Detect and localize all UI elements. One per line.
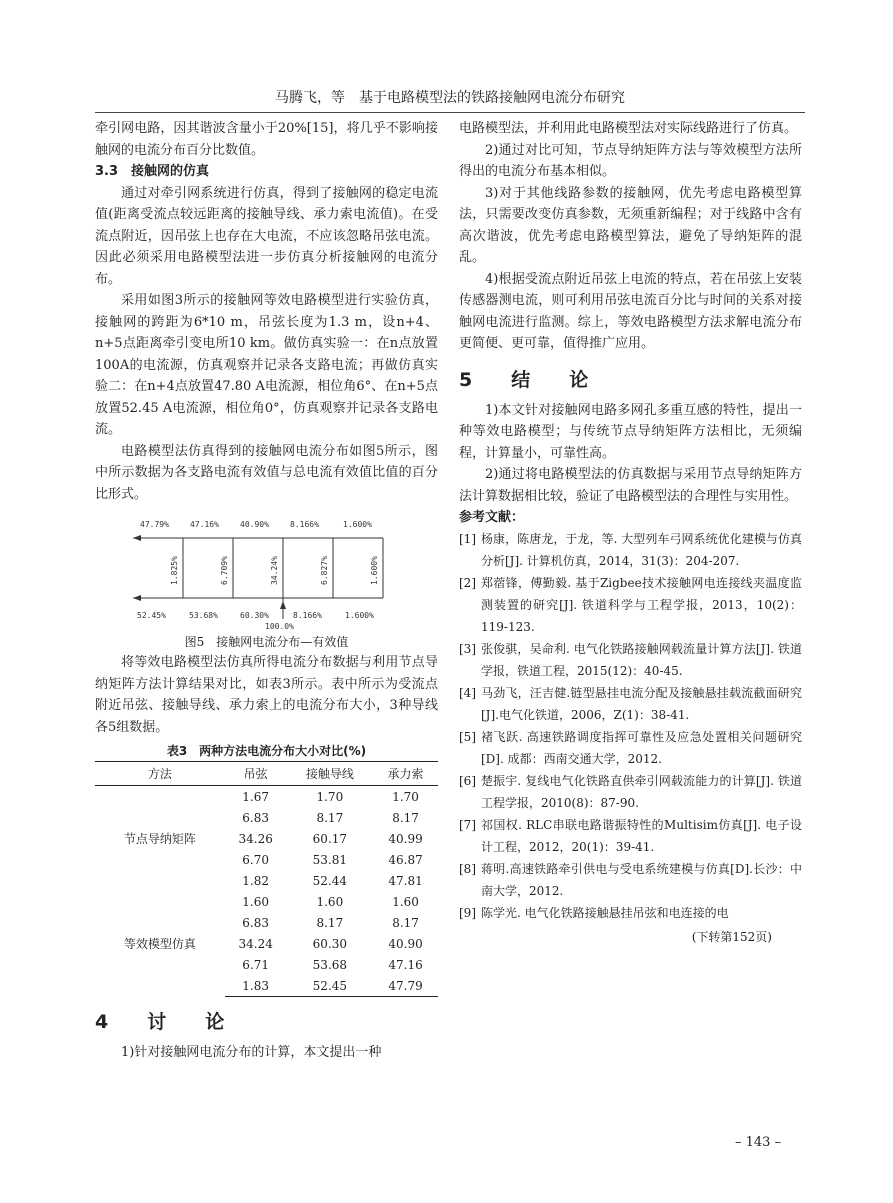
cell: 1.60 [392, 894, 419, 909]
top-label-4: 8.166% [290, 520, 319, 529]
reference-item [459, 726, 802, 770]
reference-item [459, 814, 802, 858]
cell: 52.44 [312, 873, 348, 888]
cell: 40.90 [388, 936, 423, 951]
reference-item [459, 858, 802, 902]
reference-item [459, 572, 802, 638]
cell: 6.83 [242, 810, 270, 825]
ref-text: 杨康，陈唐龙，于龙，等. 大型列车弓网系统优化建模与仿真分析[J]. 计算机仿真，2014，31(3)：204-207. [481, 532, 802, 568]
cell: 8.17 [392, 915, 419, 930]
ref-number: [3] [459, 642, 476, 656]
ref-number: [1] [459, 532, 476, 546]
ref-number: [5] [459, 730, 476, 744]
ref-text: 张俊骐，吴命利. 电气化铁路接触网载流量计算方法[J]. 铁道学报，铁道工程，2015(12)：40-45. [481, 642, 802, 678]
bottom-label-3: 60.30% [240, 611, 269, 620]
cell: 1.60 [242, 894, 270, 909]
section-heading-5: 5 结 论 [459, 368, 599, 391]
cell: 52.45 [287, 975, 373, 997]
ref-text: 郑蓿锋，傅勤毅. 基于Zigbee技术接触网电连接线夹温度监测装置的研究[J]. 铁道科学与工程学报，2013，10(2)：119-123. [481, 576, 802, 634]
top-label-3: 40.90% [240, 520, 269, 529]
cell: 8.17 [392, 810, 419, 825]
ref-number: [6] [459, 774, 476, 788]
references-heading: 参考文献： [459, 510, 525, 525]
reference-item [459, 528, 802, 572]
paragraph: 牵引网电路，因其谐波含量小于20%[15]，将几乎不影响接触网的电流分布百分比数值。 [95, 121, 438, 158]
cell: 47.16 [388, 957, 423, 972]
reference-item [459, 638, 802, 682]
top-label-2: 47.16% [190, 520, 219, 529]
right-column [459, 118, 802, 945]
comparison-table [95, 761, 438, 997]
paragraph: 将等效电路模型法仿真所得电流分布数据与利用节点导纳矩阵方法计算结果对比，如表3所示。表中所示为受流点附近吊弦、接触导线、承力索上的电流分布大小，3种导线各5组数据。 [95, 655, 438, 735]
paragraph: 1)针对接触网电流分布的计算，本文提出一种 [121, 1045, 382, 1060]
figure-5-current-distribution [95, 511, 438, 629]
left-column [95, 118, 438, 1064]
vertical-label-1: 1.825% [170, 556, 179, 585]
ref-text: 蒋明.高速铁路牵引供电与受电系统建模与仿真[D].长沙：中南大学，2012. [481, 862, 802, 898]
ref-number: [2] [459, 576, 476, 590]
paragraph: 3)对于其他线路参数的接触网，优先考虑电路模型算法，只需要改变仿真参数，无须重新编程；对于线路中含有高次谐波，优先考虑电路模型算法，避免了导纳矩阵的混乱。 [459, 185, 802, 265]
bottom-label-4: 8.166% [293, 611, 322, 620]
paragraph: 2)通过对比可知，节点导纳矩阵方法与等效模型方法所得出的电流分布基本相似。 [459, 142, 802, 179]
cell: 6.71 [242, 957, 270, 972]
paragraph: 电路模型法，并利用此电路模型法对实际线路进行了仿真。 [459, 121, 798, 136]
running-header: 马腾飞，等 基于电路模型法的铁路接触网电流分布研究 [275, 90, 625, 106]
cell: 1.67 [242, 789, 270, 804]
ref-number: [8] [459, 862, 476, 876]
section-heading-4: 4 讨 论 [95, 1011, 235, 1033]
table-row [95, 891, 438, 912]
cell: 6.70 [242, 852, 270, 867]
bottom-label-2: 53.68% [189, 611, 218, 620]
cell: 60.30 [312, 936, 348, 951]
paragraph: 2)通过将电路模型法的仿真数据与采用节点导纳矩阵方法计算数据相比较，验证了电路模型法的合理性与实用性。 [459, 467, 802, 504]
cell: 40.99 [388, 831, 423, 846]
header-rule [95, 112, 805, 113]
ref-text: 褚飞跃. 高速铁路调度指挥可靠性及应急处置相关问题研究[D]. 成都：西南交通大学，2012. [481, 730, 802, 766]
continued-note: (下转第152页) [691, 930, 772, 944]
ref-number: [7] [459, 818, 476, 832]
table-caption: 表3 两种方法电流分布大小对比(%) [166, 744, 367, 758]
ref-number: [4] [459, 686, 476, 700]
cell: 8.17 [316, 810, 344, 825]
table-row [95, 786, 438, 808]
ref-text: 马劲飞，汪吉健.链型悬挂电流分配及接触悬挂载流截面研究[J].电气化铁道，2006，Z(1)：38-41. [481, 686, 802, 722]
paragraph: 4)根据受流点附近吊弦上电流的特点，若在吊弦上安装传感器测电流，则可利用吊弦电流百分比与时间的关系对接触网电流进行监测。综上，等效电路模型方法求解电流分布更简便、更可靠，值得推广应用。 [459, 271, 802, 351]
method-cell: 节点导纳矩阵 [123, 832, 196, 846]
figure-caption: 图5 接触网电流分布—有效值 [184, 635, 349, 649]
paragraph: 通过对牵引网系统进行仿真，得到了接触网的稳定电流值(距离受流点较远距离的接触导线、承力索电流值)。在受流点附近，因吊弦上也存在大电流，不应该忽略吊弦电流。因此必须采用电路模型法进一步仿真分析接触网的电流分布。 [95, 185, 438, 287]
cell: 46.87 [388, 852, 423, 867]
col-header: 吊弦 [225, 762, 287, 786]
bottom-label-1: 52.45% [137, 611, 166, 620]
cell: 34.26 [238, 831, 273, 846]
method-cell: 等效模型仿真 [123, 937, 196, 952]
section-heading-3-3: 3.3 接触网的仿真 [95, 164, 210, 179]
source-label: 100.0% [265, 622, 294, 629]
cell: 1.60 [316, 894, 344, 909]
cell: 1.70 [316, 789, 344, 804]
ref-number: [9] [459, 906, 476, 920]
cell: 1.83 [225, 975, 287, 997]
cell: 1.82 [242, 873, 270, 888]
cell: 47.79 [373, 975, 438, 997]
ref-text: 楚振宇. 复线电气化铁路直供牵引网载流能力的计算[J]. 铁道工程学报，2010(8)：87-90. [481, 774, 802, 810]
top-label-1: 47.79% [140, 520, 169, 529]
col-header: 承力索 [373, 762, 438, 786]
cell: 53.68 [312, 957, 348, 972]
top-label-5: 1.600% [343, 520, 372, 529]
cell: 47.81 [388, 873, 423, 888]
cell: 60.17 [312, 831, 348, 846]
circuit-diagram [95, 511, 438, 629]
reference-list [459, 528, 802, 924]
vertical-label-3: 34.24% [270, 556, 279, 585]
ref-text: 祁国权. RLC串联电路谐振特性的Multisim仿真[J]. 电子设计工程，2012，20(1)：39-41. [481, 818, 802, 854]
paragraph: 1)本文针对接触网电路多网孔多重互感的特性，提出一种等效电路模型；与传统节点导纳矩阵方法相比，无须编程，计算量小，可靠性高。 [459, 402, 802, 461]
cell: 8.17 [316, 915, 344, 930]
page-number: – 143 – [735, 1135, 782, 1150]
paragraph: 电路模型法仿真得到的接触网电流分布如图5所示，图中所示数据为各支路电流有效值与总电流有效值比值的百分比形式。 [95, 443, 438, 502]
ref-text: 陈学光. 电气化铁路接触悬挂吊弦和电连接的电 [481, 906, 729, 920]
vertical-label-2: 6.709% [220, 556, 229, 585]
cell: 1.70 [392, 789, 419, 804]
reference-item [459, 902, 802, 924]
reference-item [459, 682, 802, 726]
vertical-label-4: 6.827% [320, 556, 329, 585]
col-header: 接触导线 [287, 762, 373, 786]
reference-item [459, 770, 802, 814]
col-header: 方法 [95, 762, 225, 786]
paragraph: 采用如图3所示的接触网等效电路模型进行实验仿真，接触网的跨距为6*10 m，吊弦长度为1.3 m，设n+4、n+5点距离牵引变电所10 km。做仿真实验一：在n点放置100A的电流源，仿真观察并记录各支路电流；再做仿真实验二：在n+4点放置47.80 A电流源，相位角6°、在n+5点放置52.45 A电流源，相位角0°，仿真观察并记录各支路电流。 [95, 293, 438, 437]
bottom-label-5: 1.600% [345, 611, 374, 620]
cell: 6.83 [242, 915, 270, 930]
cell: 34.24 [238, 936, 273, 951]
cell: 53.81 [312, 852, 348, 867]
vertical-label-5: 1.600% [370, 556, 379, 585]
